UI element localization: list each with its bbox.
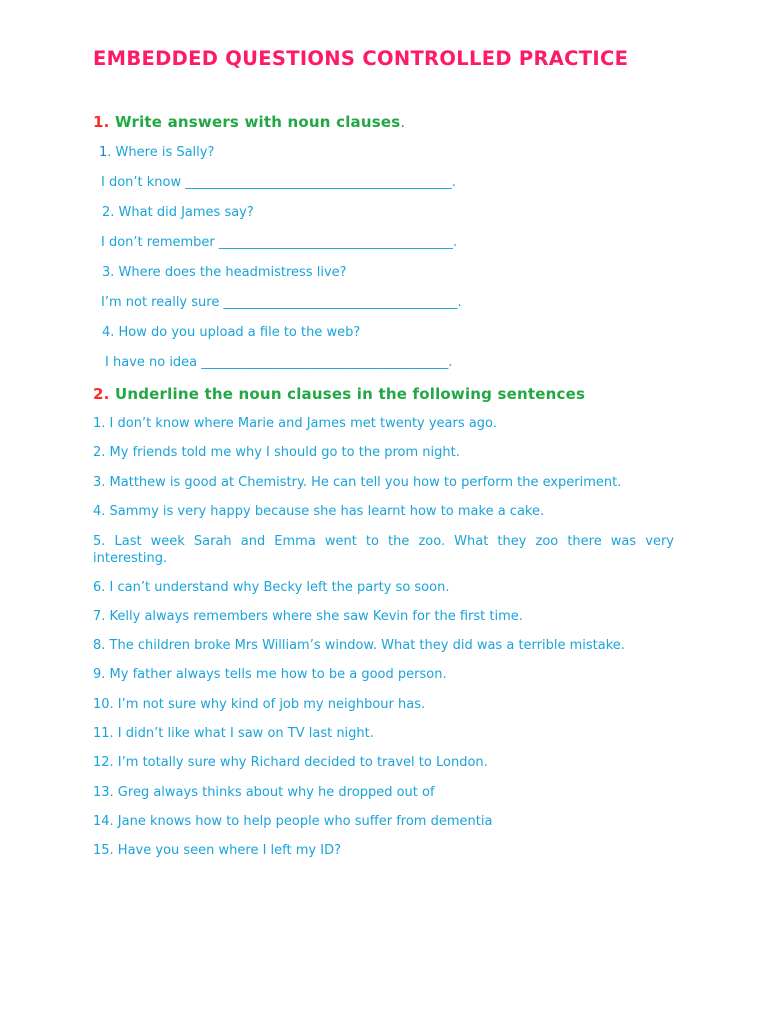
question-3: 3. Where does the headmistress live? — [102, 265, 347, 280]
sentence-1: 1. I don’t know where Marie and James met twenty years ago. — [93, 416, 497, 431]
answer-line-4: I have no idea ______________________________________. — [105, 355, 453, 370]
sentence-13: 13. Greg always thinks about why he dropped out of — [93, 785, 435, 800]
question-1 — [99, 145, 214, 160]
sentence-2: 2. My friends told me why I should go to the prom night. — [93, 445, 460, 460]
question-4: 4. How do you upload a file to the web? — [102, 325, 361, 340]
sentence-8: 8. The children broke Mrs William’s window. What they did was a terrible mistake. — [93, 638, 625, 653]
sentence-11: 11. I didn’t like what I saw on TV last night. — [93, 726, 374, 741]
question-2: 2. What did James say? — [102, 205, 254, 220]
sentence-9: 9. My father always tells me how to be a good person. — [93, 667, 447, 682]
section2-number: 2. — [93, 385, 110, 403]
sentence-6: 6. I can’t understand why Becky left the party so soon. — [93, 580, 450, 595]
section1-heading-text: Write answers with noun clauses — [114, 113, 401, 131]
question-1-text: . Where is Sally? — [107, 145, 215, 160]
sentence-12: 12. I’m totally sure why Richard decided to travel to London. — [93, 755, 488, 770]
sentence-4: 4. Sammy is very happy because she has learnt how to make a cake. — [93, 504, 545, 519]
sentence-5: 5. Last week Sarah and Emma went to the zoo. What they zoo there was very interesting. — [93, 534, 674, 566]
section1-number: 1. — [93, 113, 110, 131]
section1-heading-end: . — [400, 113, 406, 131]
page-title: EMBEDDED QUESTIONS CONTROLLED PRACTICE — [93, 47, 629, 70]
section2-heading-text: Underline the noun clauses in the following sentences — [114, 385, 586, 403]
answer-line-2: I don’t remember ____________________________________. — [101, 235, 458, 250]
question-1-number: 1 — [99, 145, 108, 160]
sentence-7: 7. Kelly always remembers where she saw Kevin for the first time. — [93, 609, 523, 624]
section1-heading — [93, 113, 405, 131]
answer-line-3: I’m not really sure ____________________________________. — [101, 295, 462, 310]
answer-line-1: I don’t know _________________________________________. — [101, 175, 456, 190]
sentence-15: 15. Have you seen where I left my ID? — [93, 843, 341, 858]
sentence-10: 10. I’m not sure why kind of job my neighbour has. — [93, 697, 426, 712]
sentence-3: 3. Matthew is good at Chemistry. He can tell you how to perform the experiment. — [93, 475, 622, 490]
sentence-14: 14. Jane knows how to help people who suffer from dementia — [93, 814, 493, 829]
section2-heading — [93, 385, 585, 403]
